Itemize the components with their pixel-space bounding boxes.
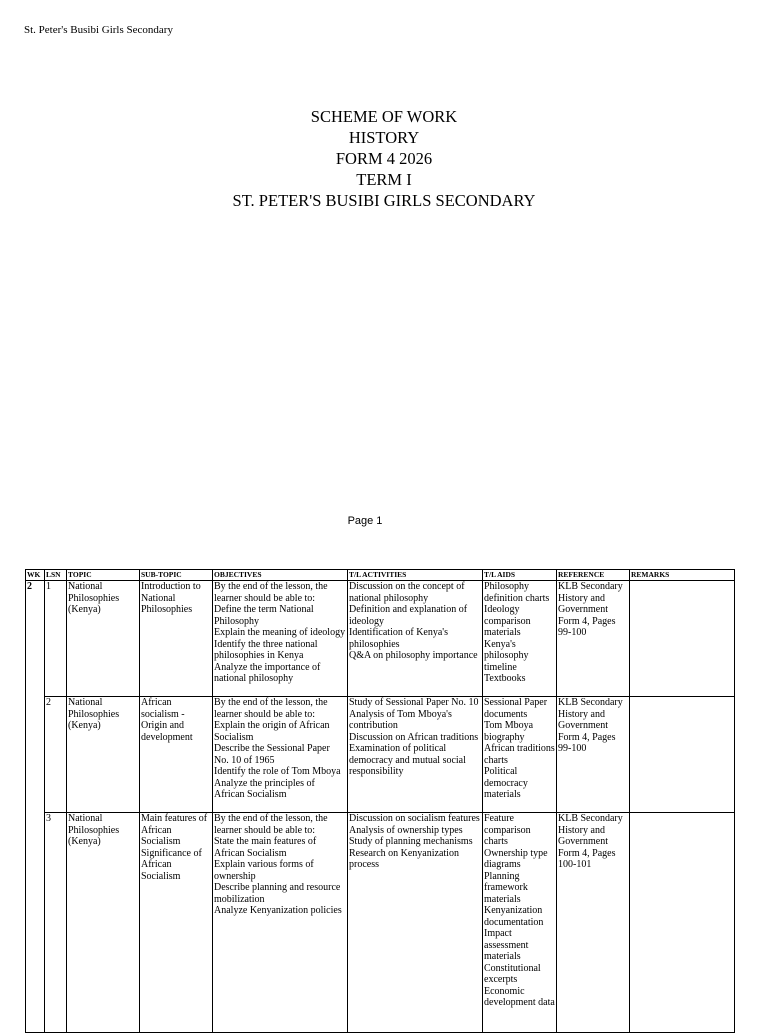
page-number: Page 1 [347, 515, 383, 527]
column-header-activities: T/L ACTIVITIES [348, 570, 483, 581]
title-line: FORM 4 2026 [335, 149, 433, 168]
objective-item: Identify the role of Tom Mboya [214, 766, 341, 777]
table-row [26, 813, 735, 1033]
activity-item: Examination of political democracy and mutual social responsibility [349, 743, 466, 777]
objectives-cell [213, 813, 348, 1033]
aids-cell [483, 697, 557, 813]
objective-item: Explain the meaning of ideology [214, 627, 346, 638]
subtopic-cell: African socialism - Origin and development [140, 697, 213, 813]
subtopic-cell: Main features of African Socialism Significance of African Socialism [140, 813, 213, 1033]
column-header-objectives: OBJECTIVES [213, 570, 348, 581]
column-header-lsn: LSN [45, 570, 67, 581]
aid-item: Sessional Paper documents [484, 697, 548, 720]
objective-item: State the main features of African Socialism [214, 836, 317, 859]
title-line: SCHEME OF WORK [310, 107, 458, 126]
aid-item: African traditions charts [484, 743, 555, 766]
objective-item: By the end of the lesson, the learner should be able to: [214, 697, 328, 720]
activity-item: Discussion on the concept of national philosophy [349, 581, 465, 604]
objectives-cell [213, 581, 348, 697]
topic-cell: National Philosophies (Kenya) [67, 813, 140, 1033]
activities-cell [348, 581, 483, 697]
activity-item: Identification of Kenya's philosophies [349, 627, 448, 650]
aid-item: Economic development data [484, 985, 555, 1008]
title-line: ST. PETER'S BUSIBI GIRLS SECONDARY [232, 191, 536, 210]
topic-cell: National Philosophies (Kenya) [67, 697, 140, 813]
objective-item: Identify the three national philosophies in Kenya [214, 638, 318, 661]
aid-item: Constitutional excerpts [484, 962, 541, 985]
reference-cell: KLB Secondary History and Government Form 4, Pages 99-100 [557, 697, 630, 813]
activity-item: Study of planning mechanisms [349, 836, 473, 847]
table-header-row [26, 570, 735, 581]
objective-item: By the end of the lesson, the learner should be able to: [214, 813, 328, 836]
title-line: HISTORY [348, 128, 420, 147]
activity-item: Analysis of ownership types [349, 824, 463, 836]
objectives-cell [213, 697, 348, 813]
remarks-cell [630, 581, 735, 697]
column-header-reference: REFERENCE [557, 570, 630, 581]
scheme-of-work-table [25, 569, 735, 1033]
title-line: TERM I [356, 170, 412, 189]
aid-item: Ideology comparison materials [484, 604, 531, 638]
aid-item: Ownership type diagrams [484, 847, 548, 870]
document-title [0, 106, 768, 211]
activity-item: Study of Sessional Paper No. 10 [349, 697, 479, 708]
running-header: St. Peter's Busibi Girls Secondary [24, 24, 173, 36]
aid-item: Political democracy materials [484, 766, 528, 800]
column-header-topic: TOPIC [67, 570, 140, 581]
objective-item: Analyze the importance of national philosophy [214, 661, 321, 684]
objective-item: Analyze Kenyanization policies [214, 905, 342, 916]
activity-item: Q&A on philosophy importance [349, 650, 478, 661]
aid-item: Philosophy definition charts [484, 581, 550, 604]
aid-item: Tom Mboya biography [484, 720, 534, 743]
objective-item: Analyze the principles of African Socialism [214, 777, 315, 800]
lesson-cell: 2 [45, 697, 67, 813]
aids-cell [483, 581, 557, 697]
activities-cell [348, 697, 483, 813]
remarks-cell [630, 813, 735, 1033]
topic-cell: National Philosophies (Kenya) [67, 581, 140, 697]
table-row [26, 581, 735, 697]
activities-cell [348, 813, 483, 1033]
objective-item: Define the term National Philosophy [214, 604, 314, 627]
column-header-subtopic: SUB-TOPIC [140, 570, 213, 581]
objective-item: Explain the origin of African Socialism [214, 720, 330, 743]
aid-item: Feature comparison charts [484, 813, 531, 847]
aid-item: Kenyanization documentation [484, 905, 544, 928]
lesson-cell: 3 [45, 813, 67, 1033]
lesson-cell: 1 [45, 581, 67, 697]
activity-item: Analysis of Tom Mboya's contribution [349, 708, 452, 731]
activity-item: Research on Kenyanization process [349, 847, 459, 870]
aid-item: Impact assessment materials [484, 928, 529, 962]
reference-cell: KLB Secondary History and Government Form 4, Pages 99-100 [557, 581, 630, 697]
objective-item: Explain various forms of ownership [214, 859, 314, 882]
aid-item: Planning framework materials [484, 870, 528, 905]
aid-item: Kenya's philosophy timeline [484, 638, 529, 673]
reference-cell: KLB Secondary History and Government Form 4, Pages 100-101 [557, 813, 630, 1033]
column-header-remarks: REMARKS [630, 570, 735, 581]
table-row [26, 697, 735, 813]
objective-item: Describe the Sessional Paper No. 10 of 1965 [214, 743, 330, 766]
subtopic-cell: Introduction to National Philosophies [140, 581, 213, 697]
objective-item: By the end of the lesson, the learner should be able to: [214, 581, 328, 604]
objective-item: Describe planning and resource mobilization [214, 882, 341, 905]
column-header-aids: T/L AIDS [483, 570, 557, 581]
remarks-cell [630, 697, 735, 813]
activity-item: Definition and explanation of ideology [349, 604, 468, 627]
aid-item: Textbooks [484, 673, 526, 684]
activity-item: Discussion on socialism features [349, 813, 480, 824]
aids-cell [483, 813, 557, 1033]
activity-item: Discussion on African traditions [349, 731, 479, 743]
week-cell: 2 [26, 581, 45, 1033]
column-header-wk: WK [26, 570, 45, 581]
